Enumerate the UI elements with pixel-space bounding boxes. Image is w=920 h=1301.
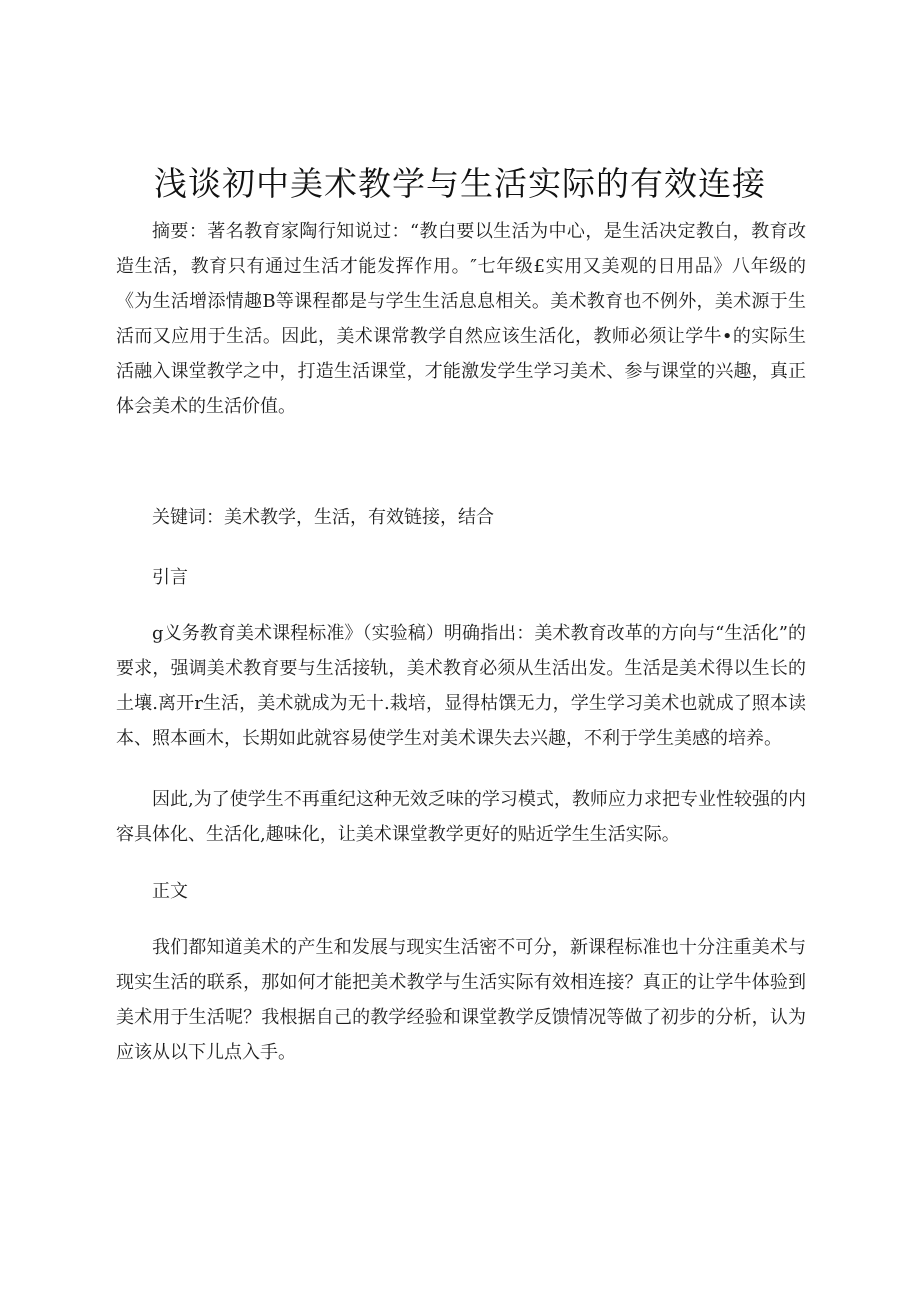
keywords-label: 关键词： [152, 507, 224, 528]
intro-heading: 引言 [152, 567, 188, 588]
document-title: 浅谈初中美术教学与生活实际的有效连接 [154, 164, 766, 203]
abstract-paragraph [116, 214, 806, 424]
keywords-paragraph [116, 500, 806, 535]
abstract-label: 摘要： [152, 221, 208, 242]
abstract-text: 著名教育家陶行知说过：“教白要以生活为中心，是生活决定教白，教育改造生活，教育只有通过生活才能发挥作用。″七年级£实用又美观的日用品》八年级的《为生活增添情趣B等课程都是与学生生活息息相关。美术教育也不例外，美术源于生活而又应用于生活。因此，美术课常教学自然应该生活化，教师必须让学牛•的实际生活融入课堂教学之中，打造生活课堂，才能激发学生学习美术、参与课堂的兴趣，真正体会美术的生活价值。 [116, 221, 807, 417]
body-paragraph-1: 我们都知道美术的产生和发展与现实生活密不可分，新课程标准也十分注重美术与现实生活的联系，那如何才能把美术教学与生活实际有效相连接？真正的让学牛体验到美术用于生活呢？我根据自己的教学经验和课堂教学反馈情况等做了初步的分析，认为应该从以下儿点入手。 [116, 937, 806, 1063]
intro-paragraph-1: g义务教育美术课程标准》（实验稿）明确指出：美术教育改革的方向与“生活化”的要求，强调美术教育要与生活接轨，美术教育必须从生活出发。生活是美术得以生长的土壤.离开r生活，美术就成为无十.栽培，显得枯馔无力，学生学习美术也就成了照本读本、照本画木，长期如此就容易使学生对美术课失去兴趣，不利于学生美感的培养。 [116, 623, 806, 749]
body-heading: 正文 [152, 881, 188, 902]
keywords-text: 美术教学，生活，有效链接，结合 [224, 507, 494, 528]
intro-paragraph-2: 因此,为了使学生不再重纪这种无效乏味的学习模式，教师应力求把专业性较强的内容具体化、生活化,趣味化，让美术课堂教学更好的贴近学生生活实际。 [116, 789, 806, 845]
